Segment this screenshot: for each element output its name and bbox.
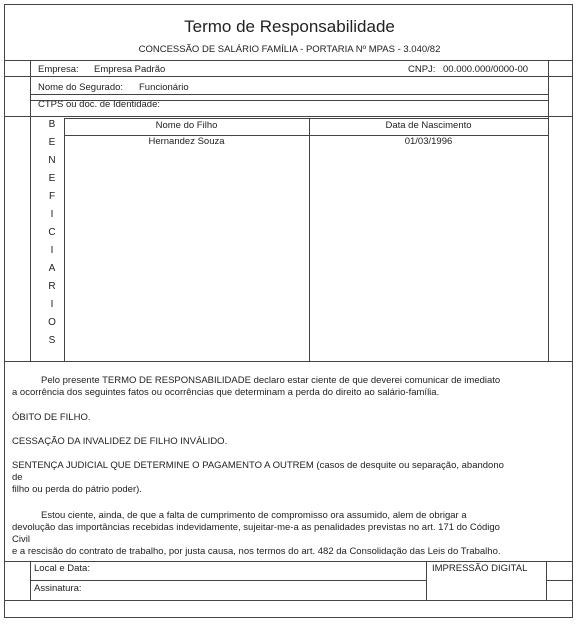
right-margin-line: [548, 60, 549, 361]
vertical-letter: I: [50, 209, 54, 220]
document-title: Termo de Responsabilidade: [184, 17, 395, 36]
header-divider: [5, 60, 572, 61]
cnpj-value: 00.000.000/0000-00: [443, 64, 529, 75]
empresa-label: Empresa:: [38, 64, 79, 75]
assinatura-label: Assinatura:: [34, 583, 82, 594]
impressao-digital-label: IMPRESSÃO DIGITAL: [432, 563, 528, 574]
footer-bottom-divider: [5, 600, 572, 601]
beneficiario-nascimento: 01/03/1996: [404, 136, 453, 147]
document-frame: [4, 4, 573, 618]
local-data-label: Local e Data:: [34, 563, 90, 574]
row-divider-4: [5, 116, 572, 117]
letters-column-line: [64, 118, 65, 361]
left-margin-line: [30, 60, 31, 361]
row-divider-3: [30, 100, 548, 101]
footer-mid-divider-left: [30, 580, 426, 581]
footer-impressao-line: [426, 561, 427, 600]
paragraph-ciente-line1: Estou ciente, ainda, de que a falta de cumprimento de compromisso ora assumido, alem de obrigar a: [41, 510, 467, 521]
vertical-letter: B: [48, 119, 56, 130]
column-header-nome: Nome do Filho: [155, 120, 218, 131]
ctps-label: CTPS ou doc. de Identidade:: [38, 99, 160, 110]
vertical-letter: O: [48, 317, 56, 328]
column-header-nascimento: Data de Nascimento: [385, 120, 472, 131]
empresa-value: Empresa Padrão: [94, 64, 166, 75]
paragraph-ciente-line3: Civil: [12, 534, 30, 545]
paragraph-intro-line2: a ocorrência dos seguintes fatos ou ocorrências que determinam a perda do direito ao salário-família.: [12, 387, 440, 398]
vertical-letter: I: [50, 299, 54, 310]
paragraph-ciente-line4: e a rescisão do contrato de trabalho, por justa causa, nos termos do art. 482 da Consolidação das Leis do Trabalho.: [12, 546, 501, 557]
vertical-letter: I: [50, 245, 54, 256]
vertical-letter: C: [48, 227, 56, 238]
item-sentenca-line3: filho ou perda do pátrio poder).: [12, 484, 142, 495]
document-subtitle: CONCESSÃO DE SALÁRIO FAMÍLIA - PORTARIA Nº MPAS - 3.040/82: [138, 44, 441, 55]
row-divider-1: [5, 76, 572, 77]
cnpj-label: CNPJ:: [408, 64, 436, 75]
table-header-top: [64, 118, 548, 119]
footer-top-divider: [5, 561, 572, 562]
vertical-letter: E: [48, 137, 56, 148]
segurado-label: Nome do Segurado:: [38, 82, 124, 93]
item-sentenca-line1: SENTENÇA JUDICIAL QUE DETERMINE O PAGAMENTO A OUTREM (casos de desquite ou separação, abandono: [12, 460, 504, 471]
vertical-letter: S: [48, 335, 56, 346]
paragraph-intro-line1: Pelo presente TERMO DE RESPONSABILIDADE declaro estar ciente de que deverei comunicar de imediato: [41, 375, 501, 386]
item-cessacao: CESSAÇÃO DA INVALIDEZ DE FILHO INVÁLIDO.: [12, 436, 228, 447]
vertical-letter: A: [48, 263, 56, 274]
item-obito: ÓBITO DE FILHO.: [12, 412, 91, 423]
row-divider-2: [30, 94, 548, 95]
table-bottom-divider: [5, 361, 572, 362]
vertical-letter: R: [48, 281, 56, 292]
segurado-value: Funcionário: [139, 82, 189, 93]
beneficiario-nome: Hernandez Souza: [148, 136, 225, 147]
vertical-letter: N: [48, 155, 56, 166]
paragraph-ciente-line2: devolução das importâncias recebidas indevidamente, sujeitar-me-a as penalidades previstas no art. 171 do Código: [12, 522, 500, 533]
footer-mid-divider-right: [546, 580, 572, 581]
item-sentenca-line2: de: [12, 472, 23, 483]
name-date-column-line: [309, 118, 310, 361]
vertical-letter: F: [48, 191, 56, 202]
vertical-letter: E: [48, 173, 56, 184]
